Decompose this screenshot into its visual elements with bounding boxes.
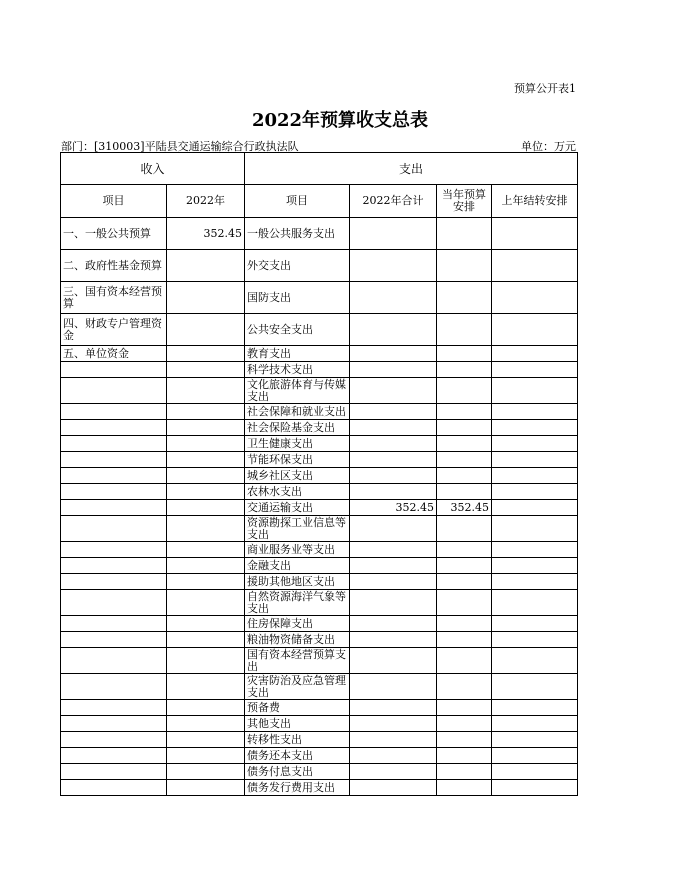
carryover-value-cell bbox=[492, 362, 578, 378]
income-value-cell bbox=[167, 648, 245, 674]
expense-item-cell: 节能环保支出 bbox=[245, 452, 350, 468]
department-label: 部门：[310003]平陆县交通运输综合行政执法队 bbox=[61, 140, 299, 153]
table-row bbox=[61, 648, 578, 674]
table-row bbox=[61, 378, 578, 404]
expense-item-cell: 交通运输支出 bbox=[245, 500, 350, 516]
income-item-cell bbox=[61, 616, 167, 632]
total-header: 2022年合计 bbox=[350, 185, 437, 218]
carryover-value-cell bbox=[492, 500, 578, 516]
income-item-cell bbox=[61, 516, 167, 542]
expense-item-cell: 转移性支出 bbox=[245, 732, 350, 748]
total-value-cell bbox=[350, 558, 437, 574]
table-row bbox=[61, 748, 578, 764]
income-value-cell bbox=[167, 616, 245, 632]
expense-item-cell: 国防支出 bbox=[245, 282, 350, 314]
total-value-cell bbox=[350, 674, 437, 700]
total-value-cell bbox=[350, 732, 437, 748]
current-value-cell bbox=[437, 558, 492, 574]
current-value-cell bbox=[437, 574, 492, 590]
table-row bbox=[61, 632, 578, 648]
table-row bbox=[61, 574, 578, 590]
total-value-cell bbox=[350, 748, 437, 764]
income-value-cell bbox=[167, 764, 245, 780]
carryover-value-cell bbox=[492, 420, 578, 436]
income-item-cell bbox=[61, 716, 167, 732]
current-value-cell bbox=[437, 378, 492, 404]
carryover-value-cell bbox=[492, 250, 578, 282]
total-value-cell bbox=[350, 378, 437, 404]
income-value-cell bbox=[167, 346, 245, 362]
expense-item-cell: 住房保障支出 bbox=[245, 616, 350, 632]
current-value-cell bbox=[437, 648, 492, 674]
table-row bbox=[61, 764, 578, 780]
table-row bbox=[61, 716, 578, 732]
carryover-value-cell bbox=[492, 590, 578, 616]
current-value-cell bbox=[437, 700, 492, 716]
income-item-cell bbox=[61, 378, 167, 404]
income-value-cell bbox=[167, 500, 245, 516]
total-value-cell bbox=[350, 764, 437, 780]
expense-item-cell: 其他支出 bbox=[245, 716, 350, 732]
income-item-cell bbox=[61, 674, 167, 700]
table-row bbox=[61, 732, 578, 748]
income-value-cell bbox=[167, 632, 245, 648]
income-item-cell bbox=[61, 700, 167, 716]
total-value-cell bbox=[350, 780, 437, 796]
income-item-cell: 一、一般公共预算 bbox=[61, 218, 167, 250]
expense-item-cell: 援助其他地区支出 bbox=[245, 574, 350, 590]
total-value-cell: 352.45 bbox=[350, 500, 437, 516]
expense-item-cell: 自然资源海洋气象等支出 bbox=[245, 590, 350, 616]
current-header: 当年预算安排 bbox=[437, 185, 492, 218]
carryover-value-cell bbox=[492, 648, 578, 674]
expense-item-cell: 金融支出 bbox=[245, 558, 350, 574]
form-number: 预算公开表1 bbox=[514, 82, 576, 95]
current-value-cell bbox=[437, 484, 492, 500]
income-value-cell bbox=[167, 484, 245, 500]
total-value-cell bbox=[350, 574, 437, 590]
income-item-cell: 三、国有资本经营预算 bbox=[61, 282, 167, 314]
table-row bbox=[61, 616, 578, 632]
current-value-cell bbox=[437, 346, 492, 362]
income-item-cell bbox=[61, 420, 167, 436]
table-row bbox=[61, 542, 578, 558]
income-item-cell bbox=[61, 648, 167, 674]
carryover-value-cell bbox=[492, 282, 578, 314]
expense-item-cell: 债务付息支出 bbox=[245, 764, 350, 780]
total-value-cell bbox=[350, 314, 437, 346]
income-item-cell bbox=[61, 484, 167, 500]
carryover-value-cell bbox=[492, 558, 578, 574]
income-item-cell bbox=[61, 574, 167, 590]
income-value-cell bbox=[167, 674, 245, 700]
current-value-cell bbox=[437, 590, 492, 616]
current-value-cell: 352.45 bbox=[437, 500, 492, 516]
total-value-cell bbox=[350, 404, 437, 420]
current-value-cell bbox=[437, 716, 492, 732]
table-row bbox=[61, 484, 578, 500]
table-row bbox=[61, 558, 578, 574]
current-value-cell bbox=[437, 362, 492, 378]
income-value-cell bbox=[167, 516, 245, 542]
carryover-value-cell bbox=[492, 314, 578, 346]
carryover-value-cell bbox=[492, 436, 578, 452]
income-value-cell bbox=[167, 748, 245, 764]
income-item-cell bbox=[61, 732, 167, 748]
carryover-value-cell bbox=[492, 452, 578, 468]
income-item-cell: 二、政府性基金预算 bbox=[61, 250, 167, 282]
total-value-cell bbox=[350, 218, 437, 250]
current-value-cell bbox=[437, 250, 492, 282]
carryover-value-cell bbox=[492, 404, 578, 420]
expense-item-cell: 社会保险基金支出 bbox=[245, 420, 350, 436]
table-row bbox=[61, 590, 578, 616]
income-item-cell bbox=[61, 780, 167, 796]
table-row bbox=[61, 700, 578, 716]
total-value-cell bbox=[350, 420, 437, 436]
income-item-header: 项目 bbox=[61, 185, 167, 218]
expense-item-cell: 债务还本支出 bbox=[245, 748, 350, 764]
current-value-cell bbox=[437, 616, 492, 632]
income-item-cell bbox=[61, 468, 167, 484]
income-value-cell bbox=[167, 378, 245, 404]
total-value-cell bbox=[350, 250, 437, 282]
current-value-cell bbox=[437, 218, 492, 250]
expense-item-cell: 外交支出 bbox=[245, 250, 350, 282]
income-value-cell bbox=[167, 362, 245, 378]
current-value-cell bbox=[437, 314, 492, 346]
expense-item-cell: 农林水支出 bbox=[245, 484, 350, 500]
table-row bbox=[61, 500, 578, 516]
carryover-value-cell bbox=[492, 616, 578, 632]
table-row bbox=[61, 780, 578, 796]
table-row bbox=[61, 404, 578, 420]
table-row bbox=[61, 674, 578, 700]
current-value-cell bbox=[437, 282, 492, 314]
current-value-cell bbox=[437, 404, 492, 420]
income-item-cell bbox=[61, 362, 167, 378]
total-value-cell bbox=[350, 346, 437, 362]
carryover-value-cell bbox=[492, 574, 578, 590]
carryover-value-cell bbox=[492, 218, 578, 250]
expense-item-cell: 粮油物资储备支出 bbox=[245, 632, 350, 648]
expense-item-cell: 文化旅游体育与传媒支出 bbox=[245, 378, 350, 404]
table-row bbox=[61, 218, 578, 250]
income-value-cell: 352.45 bbox=[167, 218, 245, 250]
income-value-cell bbox=[167, 452, 245, 468]
current-value-cell bbox=[437, 516, 492, 542]
current-value-cell bbox=[437, 764, 492, 780]
income-item-cell bbox=[61, 542, 167, 558]
expense-item-cell: 科学技术支出 bbox=[245, 362, 350, 378]
income-value-cell bbox=[167, 780, 245, 796]
page-title: 2022年预算收支总表 bbox=[251, 110, 429, 131]
income-item-cell bbox=[61, 436, 167, 452]
expense-item-cell: 商业服务业等支出 bbox=[245, 542, 350, 558]
income-item-cell bbox=[61, 632, 167, 648]
total-value-cell bbox=[350, 632, 437, 648]
expense-item-cell: 社会保障和就业支出 bbox=[245, 404, 350, 420]
expense-item-cell: 灾害防治及应急管理支出 bbox=[245, 674, 350, 700]
income-value-cell bbox=[167, 732, 245, 748]
total-value-cell bbox=[350, 436, 437, 452]
income-value-cell bbox=[167, 420, 245, 436]
income-item-cell bbox=[61, 764, 167, 780]
current-value-cell bbox=[437, 542, 492, 558]
income-value-cell bbox=[167, 468, 245, 484]
carryover-value-cell bbox=[492, 674, 578, 700]
income-item-cell bbox=[61, 748, 167, 764]
expense-item-cell: 一般公共服务支出 bbox=[245, 218, 350, 250]
current-value-cell bbox=[437, 436, 492, 452]
total-value-cell bbox=[350, 542, 437, 558]
income-value-cell bbox=[167, 590, 245, 616]
total-value-cell bbox=[350, 590, 437, 616]
table-row bbox=[61, 362, 578, 378]
income-item-cell: 四、财政专户管理资金 bbox=[61, 314, 167, 346]
table-row bbox=[61, 420, 578, 436]
table-row bbox=[61, 516, 578, 542]
income-value-cell bbox=[167, 558, 245, 574]
income-header: 收入 bbox=[61, 153, 245, 185]
carryover-value-cell bbox=[492, 732, 578, 748]
budget-table bbox=[60, 152, 578, 796]
current-value-cell bbox=[437, 468, 492, 484]
income-value-cell bbox=[167, 314, 245, 346]
table-row bbox=[61, 468, 578, 484]
total-value-cell bbox=[350, 362, 437, 378]
current-value-cell bbox=[437, 732, 492, 748]
expense-item-cell: 公共安全支出 bbox=[245, 314, 350, 346]
carryover-value-cell bbox=[492, 700, 578, 716]
expense-item-header: 项目 bbox=[245, 185, 350, 218]
carryover-value-cell bbox=[492, 716, 578, 732]
expense-header: 支出 bbox=[245, 153, 578, 185]
total-value-cell bbox=[350, 648, 437, 674]
table-row bbox=[61, 346, 578, 362]
carryover-value-cell bbox=[492, 632, 578, 648]
unit-label: 单位：万元 bbox=[521, 140, 576, 153]
carryover-value-cell bbox=[492, 516, 578, 542]
current-value-cell bbox=[437, 632, 492, 648]
carryover-header: 上年结转安排 bbox=[492, 185, 578, 218]
expense-item-cell: 国有资本经营预算支出 bbox=[245, 648, 350, 674]
total-value-cell bbox=[350, 452, 437, 468]
expense-item-cell: 教育支出 bbox=[245, 346, 350, 362]
income-value-cell bbox=[167, 716, 245, 732]
total-value-cell bbox=[350, 516, 437, 542]
income-value-cell bbox=[167, 404, 245, 420]
income-value-cell bbox=[167, 542, 245, 558]
carryover-value-cell bbox=[492, 780, 578, 796]
carryover-value-cell bbox=[492, 542, 578, 558]
income-item-cell bbox=[61, 404, 167, 420]
total-value-cell bbox=[350, 700, 437, 716]
carryover-value-cell bbox=[492, 764, 578, 780]
table-row bbox=[61, 452, 578, 468]
table-row bbox=[61, 436, 578, 452]
income-item-cell bbox=[61, 590, 167, 616]
expense-item-cell: 城乡社区支出 bbox=[245, 468, 350, 484]
table-row bbox=[61, 314, 578, 346]
carryover-value-cell bbox=[492, 468, 578, 484]
carryover-value-cell bbox=[492, 484, 578, 500]
carryover-value-cell bbox=[492, 378, 578, 404]
current-value-cell bbox=[437, 674, 492, 700]
table-row bbox=[61, 250, 578, 282]
carryover-value-cell bbox=[492, 748, 578, 764]
total-value-cell bbox=[350, 468, 437, 484]
expense-item-cell: 资源勘探工业信息等支出 bbox=[245, 516, 350, 542]
income-item-cell bbox=[61, 452, 167, 468]
income-item-cell: 五、单位资金 bbox=[61, 346, 167, 362]
income-value-cell bbox=[167, 282, 245, 314]
income-item-cell bbox=[61, 500, 167, 516]
income-value-cell bbox=[167, 250, 245, 282]
income-item-cell bbox=[61, 558, 167, 574]
current-value-cell bbox=[437, 452, 492, 468]
current-value-cell bbox=[437, 420, 492, 436]
income-year-header: 2022年 bbox=[167, 185, 245, 218]
total-value-cell bbox=[350, 616, 437, 632]
total-value-cell bbox=[350, 282, 437, 314]
income-value-cell bbox=[167, 574, 245, 590]
table-row bbox=[61, 282, 578, 314]
total-value-cell bbox=[350, 716, 437, 732]
carryover-value-cell bbox=[492, 346, 578, 362]
total-value-cell bbox=[350, 484, 437, 500]
income-value-cell bbox=[167, 700, 245, 716]
expense-item-cell: 卫生健康支出 bbox=[245, 436, 350, 452]
current-value-cell bbox=[437, 780, 492, 796]
expense-item-cell: 债务发行费用支出 bbox=[245, 780, 350, 796]
expense-item-cell: 预备费 bbox=[245, 700, 350, 716]
current-value-cell bbox=[437, 748, 492, 764]
income-value-cell bbox=[167, 436, 245, 452]
